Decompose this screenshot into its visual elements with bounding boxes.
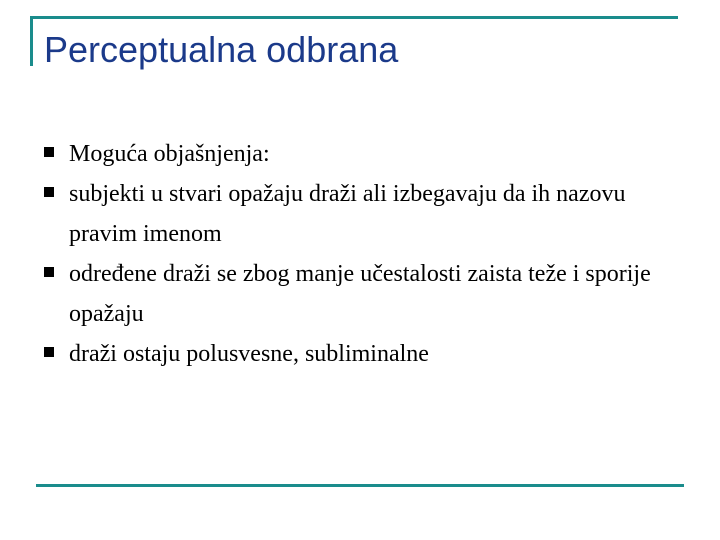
- frame-left-line: [30, 16, 33, 66]
- bullet-text: subjekti u stvari opažaju draži ali izbegavaju da ih nazovu pravim imenom: [69, 181, 626, 247]
- bullet-item: [44, 174, 684, 254]
- frame-bottom-line: [36, 484, 684, 487]
- square-bullet-icon: [44, 347, 54, 357]
- slide-title: Perceptualna odbrana: [44, 29, 399, 70]
- square-bullet-icon: [44, 187, 54, 197]
- bullet-text: draži ostaju polusvesne, subliminalne: [69, 341, 429, 367]
- bullet-text: Moguća objašnjenja:: [69, 141, 270, 167]
- bullet-item: [44, 134, 684, 174]
- frame-top-line: [30, 16, 678, 19]
- square-bullet-icon: [44, 267, 54, 277]
- bullet-item: [44, 254, 684, 334]
- bullet-text: određene draži se zbog manje učestalosti zaista teže i sporije opažaju: [69, 261, 651, 327]
- bullet-list: [44, 134, 684, 374]
- square-bullet-icon: [44, 147, 54, 157]
- bullet-item: [44, 334, 684, 374]
